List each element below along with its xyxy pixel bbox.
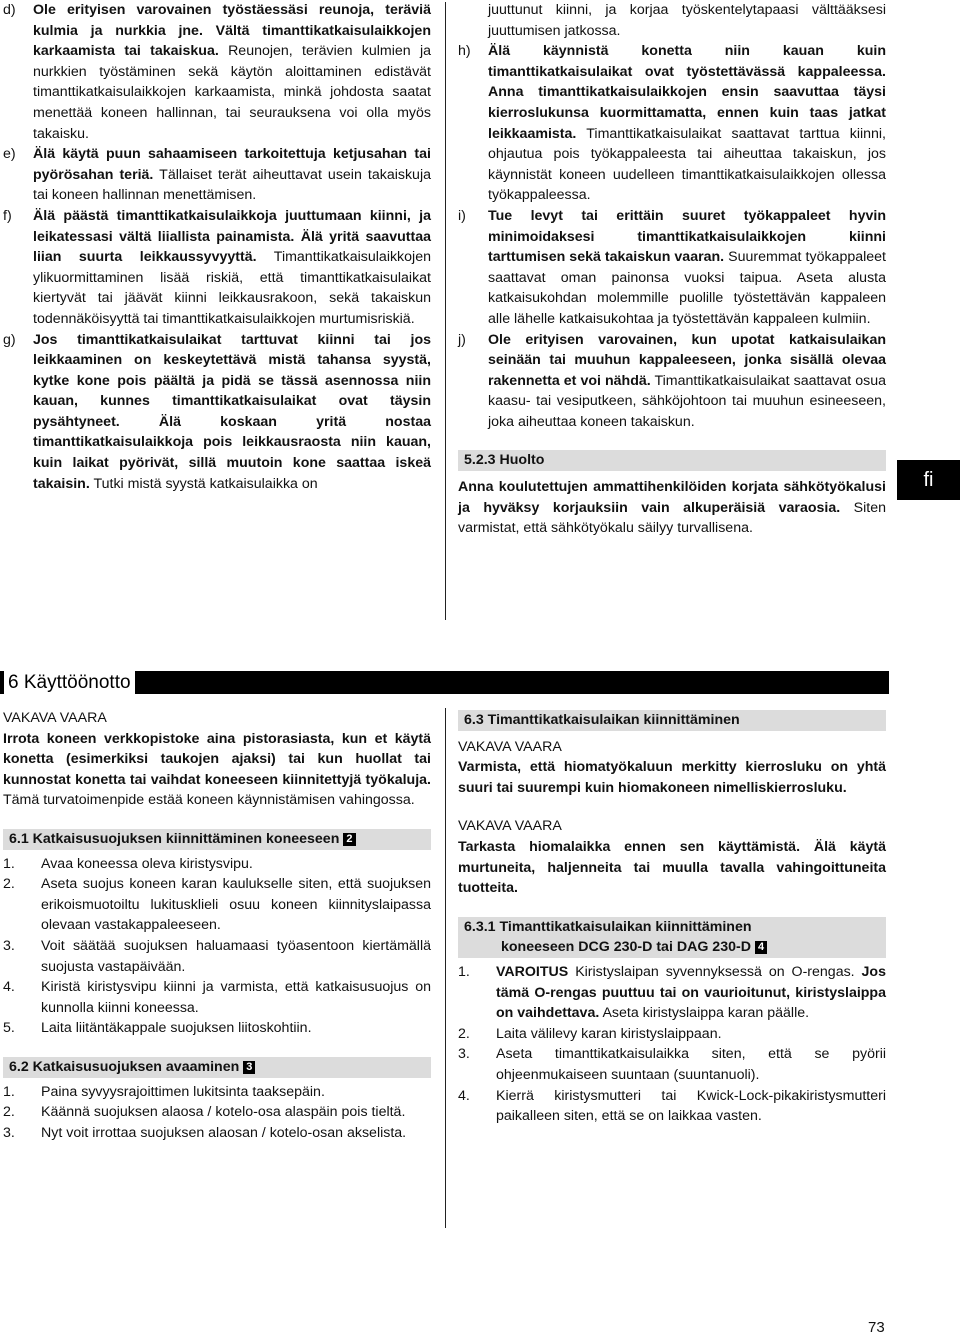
item-label: g) bbox=[3, 331, 16, 348]
warning-heading: VAKAVA VAARA bbox=[3, 710, 107, 726]
figure-number-badge: 2 bbox=[343, 833, 355, 846]
warning-heading: VAKAVA VAARA bbox=[458, 738, 562, 755]
top-left-column bbox=[3, 0, 431, 494]
huolto-bold: Anna koulutettujen ammattihenkilöiden korjata sähkötyökalusi ja hyväksy korjauksiin vain alkuperäisiä varaosia. bbox=[458, 479, 886, 516]
step-text: Kiristä kiristysvipu kiinni ja varmista, että katkaisusuojus on kunnolla kiinni koneessa. bbox=[41, 979, 431, 1016]
step-number: 3. bbox=[3, 937, 15, 954]
step-text: Käännä suojuksen alaosa / kotelo-osa alaspäin pois tieltä. bbox=[41, 1104, 406, 1121]
section-heading-6-1 bbox=[3, 829, 431, 850]
page-number: 73 bbox=[868, 1319, 885, 1336]
step-item bbox=[3, 1018, 431, 1039]
step-number: 4. bbox=[458, 1087, 470, 1104]
step-number: 5. bbox=[3, 1020, 15, 1037]
step-text: Aseta timanttikatkaisulaikka siten, että se pyörii ohjeenmukaiseen suuntaan (suuntanuoli). bbox=[496, 1046, 886, 1083]
step-number: 2. bbox=[3, 876, 15, 893]
step-text: Laita välilevy karan kiristyslaippaan. bbox=[496, 1025, 722, 1042]
step-text: Kierrä kiristysmutteri tai Kwick-Lock-pikakiristysmutteri paikalleen siten, että se on laikkaa vasten. bbox=[496, 1087, 886, 1125]
step-item bbox=[458, 962, 886, 1024]
figure-number-badge: 3 bbox=[243, 1061, 255, 1074]
list-item-i bbox=[458, 206, 886, 330]
section-heading-6-3-1 bbox=[458, 917, 886, 958]
item-label: h) bbox=[458, 43, 471, 60]
item-text: Tutki mistä syystä katkaisulaikka on bbox=[89, 475, 318, 492]
heading-text: koneeseen DCG 230-D tai DAG 230-D bbox=[501, 939, 751, 956]
warning-text: Tämä turvatoimenpide estää koneen käynnistämisen vahingossa. bbox=[3, 792, 415, 809]
step-item bbox=[3, 1082, 431, 1103]
step-number: 3. bbox=[3, 1124, 15, 1141]
warning-heading: VAKAVA VAARA bbox=[458, 818, 562, 835]
column-divider-bottom bbox=[445, 708, 446, 1228]
item-text: Timanttikatkaisulaikat saattavat osua kaasu- tai vesiputkeen, sähköjohtoon tai muuhun esineeseen, joka aiheuttaa koneen takaiskun. bbox=[488, 372, 886, 430]
step-number: 1. bbox=[3, 1083, 15, 1100]
item-body bbox=[488, 330, 886, 433]
top-right-column bbox=[458, 0, 886, 539]
heading-text: 6.2 Katkaisusuojuksen avaaminen bbox=[9, 1058, 240, 1075]
item-text: Timanttikatkaisulaikat saattavat tarttua kiinni, ohjautua pois työkappaleesta tai aiheuttaa takaiskun, jos käynnistät koneen uudelleen timanttikatkaisulaikkojen ollessa työkappaleessa. bbox=[488, 125, 886, 204]
step-text: Laita liitäntäkappale suojuksen liitoskohtiin. bbox=[41, 1020, 312, 1037]
step-item bbox=[3, 874, 431, 936]
item-bold: Ole erityisen varovainen työstäessäsi reunoja, teräviä kulmia ja nurkkia jne. Vältä timanttikatkaisulaikkojen karkaamista tai takaiskua. bbox=[33, 2, 431, 60]
section-heading-6-3: 6.3 Timanttikatkaisulaikan kiinnittäminen bbox=[458, 710, 886, 731]
step-text bbox=[496, 962, 886, 1024]
step-text: Avaa koneessa oleva kiristysvipu. bbox=[41, 855, 253, 872]
item-body bbox=[33, 206, 431, 330]
section-heading-6-2 bbox=[3, 1057, 431, 1078]
section-heading-huolto: 5.2.3 Huolto bbox=[458, 450, 886, 471]
item-label: i) bbox=[458, 207, 466, 224]
item-text: Reunojen, terävien kulmien ja nurkkien työstäminen sekä käytön aloittaminen edistävät timanttikatkaisulaikkojen karkaamista, minkä johdosta saatat menettää koneen hallinnan, tai seurauksena voi olla myös takaisku. bbox=[33, 43, 431, 142]
item-body bbox=[488, 41, 886, 206]
step-text: Aseta suojus koneen karan kaulukselle siten, että suojuksen erikoismuotoiltu lukitusklieli osuu koneen kiinnityslaipassa olevaan vastakappaleeseen. bbox=[41, 876, 431, 934]
step-number: 3. bbox=[458, 1046, 470, 1063]
step-text: Nyt voit irrottaa suojuksen alaosan / kotelo-osan akselista. bbox=[41, 1124, 407, 1141]
column-divider-top bbox=[445, 2, 446, 620]
step-text-a: Kiristyslaipan syvennyksessä on O-rengas. bbox=[568, 963, 862, 980]
step-text-b: Aseta kiristyslaippa karan päälle. bbox=[599, 1005, 810, 1022]
list-item-h bbox=[458, 41, 886, 206]
warning-bold-text: Varmista, että hiomatyökaluun merkitty kierrosluku on yhtä suuri tai suurempi kuin hiomakoneen nimelliskierrosluku. bbox=[458, 759, 886, 796]
step-item bbox=[3, 977, 431, 1018]
step-item bbox=[458, 1044, 886, 1085]
warning-bold: Irrota koneen verkkopistoke aina pistorasiasta, kun et käytä konetta (esimerkiksi taukojen ajaksi) tai kun huollat tai kunnostat konetta tai vaihdat koneeseen kiinnitettyjä työkaluja. bbox=[3, 730, 431, 788]
item-bold: Älä käytä puun sahaamiseen tarkoitettuja ketjusahan tai pyörösahan teriä. bbox=[33, 146, 431, 183]
huolto-paragraph bbox=[458, 477, 886, 539]
step-bold-b: Jos tämä O-rengas puuttuu tai on vaurioitunut, kiristyslaippa on vaihdettava. bbox=[496, 963, 886, 1022]
bottom-right-column bbox=[458, 710, 886, 1127]
step-item bbox=[3, 1102, 431, 1123]
step-bold-a: VAROITUS bbox=[496, 963, 569, 980]
item-body bbox=[488, 206, 886, 330]
item-body bbox=[33, 0, 431, 144]
step-item bbox=[3, 936, 431, 977]
item-label: j) bbox=[458, 331, 466, 348]
bottom-left-column bbox=[3, 708, 431, 1143]
step-number: 2. bbox=[3, 1104, 15, 1121]
step-item bbox=[3, 1123, 431, 1144]
warning-bold bbox=[458, 837, 886, 899]
step-number: 4. bbox=[3, 979, 15, 996]
item-bold: Tue levyt tai erittäin suuret työkappaleet hyvin minimoidaksesi timanttikatkaisulaikkojen kiinni tarttumisen sekä takaiskun vaaran. bbox=[488, 207, 886, 266]
item-bold: Älä käynnistä konetta niin kauan kuin timanttikatkaisulaikat ovat työstettävässä kappaleessa. Anna timanttikatkaisulaikkojen ensin saavuttaa täysi kierroslukunsa kuormittamatta, ennen kuin taas jatkat leikkaamista. bbox=[488, 43, 886, 142]
item-label: e) bbox=[3, 146, 16, 163]
step-text: Paina syvyysrajoittimen lukitsinta taaksepäin. bbox=[41, 1083, 325, 1100]
item-bold: Jos timanttikatkaisulaikat tarttuvat kiinni tai jos leikkaaminen on keskeytettävä mistä tahansa syystä, kytke kone pois päältä ja pidä se tässä asennossa niin kauan, kunnes timanttikatkaisulaikat ovat täysin pysähtyneet. Älä koskaan yritä nostaa timanttikatkaisulaikkoja pois leikkausraosta niin kauan, kuin laikat pyörivät, sillä muutoin kone saattaa iskeä takaisin. bbox=[33, 331, 431, 492]
huolto-text: Siten varmistat, että sähkötyökalu säilyy turvallisena. bbox=[458, 499, 887, 537]
item-text: Tällaiset terät aiheuttavat usein takaiskuja tai koneen hallinnan menettämisen. bbox=[33, 166, 431, 204]
section-title: 6 Käyttöönotto bbox=[4, 671, 135, 694]
step-number: 2. bbox=[458, 1025, 470, 1042]
warning-bold-text: Tarkasta hiomalaikka ennen sen käyttämistä. Älä käytä murtuneita, haljenneita tai muulla tavalla vahingoittuneita tuotteita. bbox=[458, 838, 886, 897]
item-text: Timanttikatkaisulaikkojen ylikuormittaminen lisää riskiä, että timanttikatkaisulaikat kiertyvät tai jäävät kiinni leikkausrakoon, sekä takaiskun todennäköisyyttä tai timanttikatkaisulaikkojen murtumisriskiä. bbox=[33, 249, 431, 327]
item-text: Suuremmat työkappaleet saattavat oman painonsa vuoksi taipua. Aseta alusta katkaisukohdan molemmille puolille työstettävän kappaleen alle lähelle katkaisukohtaa ja työstettävän kappaleen kulmiin. bbox=[488, 249, 886, 327]
heading-text: 6.1 Katkaisusuojuksen kiinnittäminen koneeseen bbox=[9, 830, 340, 847]
language-tab: fi bbox=[897, 460, 960, 500]
step-item bbox=[3, 854, 431, 875]
warning-paragraph bbox=[3, 729, 431, 811]
item-label: f) bbox=[3, 207, 12, 224]
list-item-j bbox=[458, 330, 886, 433]
heading-line-1: 6.3.1 Timanttikatkaisulaikan kiinnittäminen bbox=[464, 918, 752, 935]
step-item bbox=[458, 1024, 886, 1045]
item-body bbox=[33, 330, 431, 495]
heading-line-2 bbox=[464, 937, 880, 958]
continuation-text: juuttunut kiinni, ja korjaa työskentelytapaasi välttääksesi juuttumisen jatkossa. bbox=[488, 2, 886, 39]
list-item-g bbox=[3, 330, 431, 495]
step-item bbox=[458, 1086, 886, 1127]
step-text: Voit säätää suojuksen haluamaasi työasentoon kiertämällä suojusta vastapäivään. bbox=[41, 937, 431, 975]
item-bold: Älä päästä timanttikatkaisulaikkoja juuttumaan kiinni, ja leikatessasi vältä liiallista painamista. Älä yritä saavuttaa liian suurta leikkaussyvyyttä. bbox=[33, 207, 431, 266]
step-number: 1. bbox=[3, 855, 15, 872]
item-label: d) bbox=[3, 2, 16, 18]
figure-number-badge: 4 bbox=[755, 941, 767, 954]
item-body bbox=[33, 144, 431, 206]
step-number: 1. bbox=[458, 963, 470, 980]
list-item-f bbox=[3, 206, 431, 330]
list-item-e bbox=[3, 144, 431, 206]
list-item-d bbox=[3, 0, 431, 144]
warning-bold bbox=[458, 757, 886, 798]
item-bold: Ole erityisen varovainen, kun upotat katkaisulaikan seinään tai muuhun kappaleeseen, jonka sisällä olevaa rakennetta et voi nähdä. bbox=[488, 331, 886, 389]
